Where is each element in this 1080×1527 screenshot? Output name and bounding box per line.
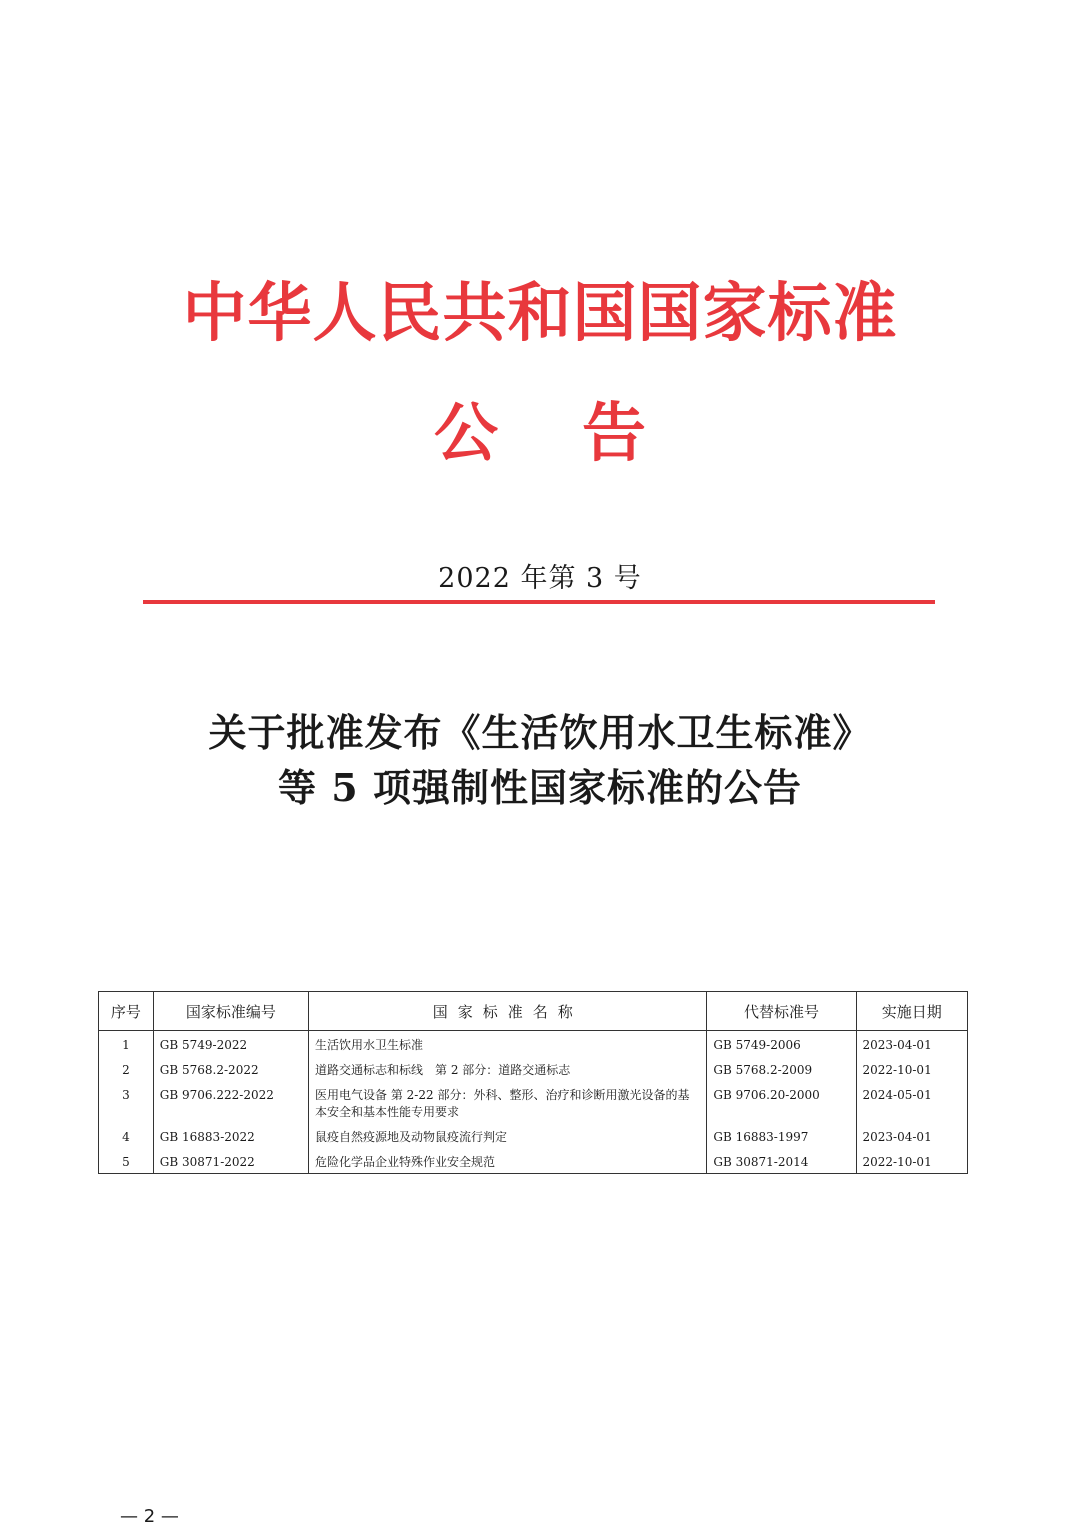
row-date: 2024-05-01 [856,1081,967,1123]
row-code: GB 30871-2022 [153,1148,308,1174]
page-number: — 2 — [120,1506,179,1527]
row-replaces: GB 5749-2006 [707,1031,856,1057]
row-code: GB 5749-2022 [153,1031,308,1057]
red-divider-rule [143,600,935,604]
row-name: 危险化学品企业特殊作业安全规范 [309,1148,707,1174]
row-index: 2 [99,1056,154,1081]
row-name: 生活饮用水卫生标准 [309,1031,707,1057]
row-code: GB 5768.2-2022 [153,1056,308,1081]
document-title-line-2: 等 5 项强制性国家标准的公告 [278,765,802,810]
table-row [99,1031,968,1057]
document-number: 2022 年第 3 号 [438,563,642,594]
table-row [99,1123,968,1148]
document-title-line-1: 关于批准发布《生活饮用水卫生标准》 [208,710,872,755]
table-row [99,1081,968,1123]
row-index: 3 [99,1081,154,1123]
header-date: 实施日期 [856,992,967,1031]
row-date: 2022-10-01 [856,1056,967,1081]
row-replaces: GB 5768.2-2009 [707,1056,856,1081]
header-name: 国家标准名称 [309,992,707,1031]
row-name: 医用电气设备 第 2-22 部分：外科、整形、治疗和诊断用激光设备的基本安全和基本性能专用要求 [309,1081,707,1123]
header-title: 中华人民共和国国家标准 [182,276,898,351]
row-code: GB 16883-2022 [153,1123,308,1148]
row-date: 2022-10-01 [856,1148,967,1174]
row-index: 1 [99,1031,154,1057]
table-row [99,1056,968,1081]
header-replaces: 代替标准号 [707,992,856,1031]
table-row [99,1148,968,1174]
row-name: 鼠疫自然疫源地及动物鼠疫流行判定 [309,1123,707,1148]
header-code: 国家标准编号 [153,992,308,1031]
row-date: 2023-04-01 [856,1123,967,1148]
row-replaces: GB 16883-1997 [707,1123,856,1148]
header-index: 序号 [99,992,154,1031]
row-name: 道路交通标志和标线 第 2 部分：道路交通标志 [309,1056,707,1081]
header-subtitle: 公告 [434,396,730,471]
row-replaces: GB 30871-2014 [707,1148,856,1174]
row-index: 5 [99,1148,154,1174]
standards-table [98,991,968,1174]
row-replaces: GB 9706.20-2000 [707,1081,856,1123]
row-index: 4 [99,1123,154,1148]
row-code: GB 9706.222-2022 [153,1081,308,1123]
row-date: 2023-04-01 [856,1031,967,1057]
table-header-row [99,992,968,1031]
